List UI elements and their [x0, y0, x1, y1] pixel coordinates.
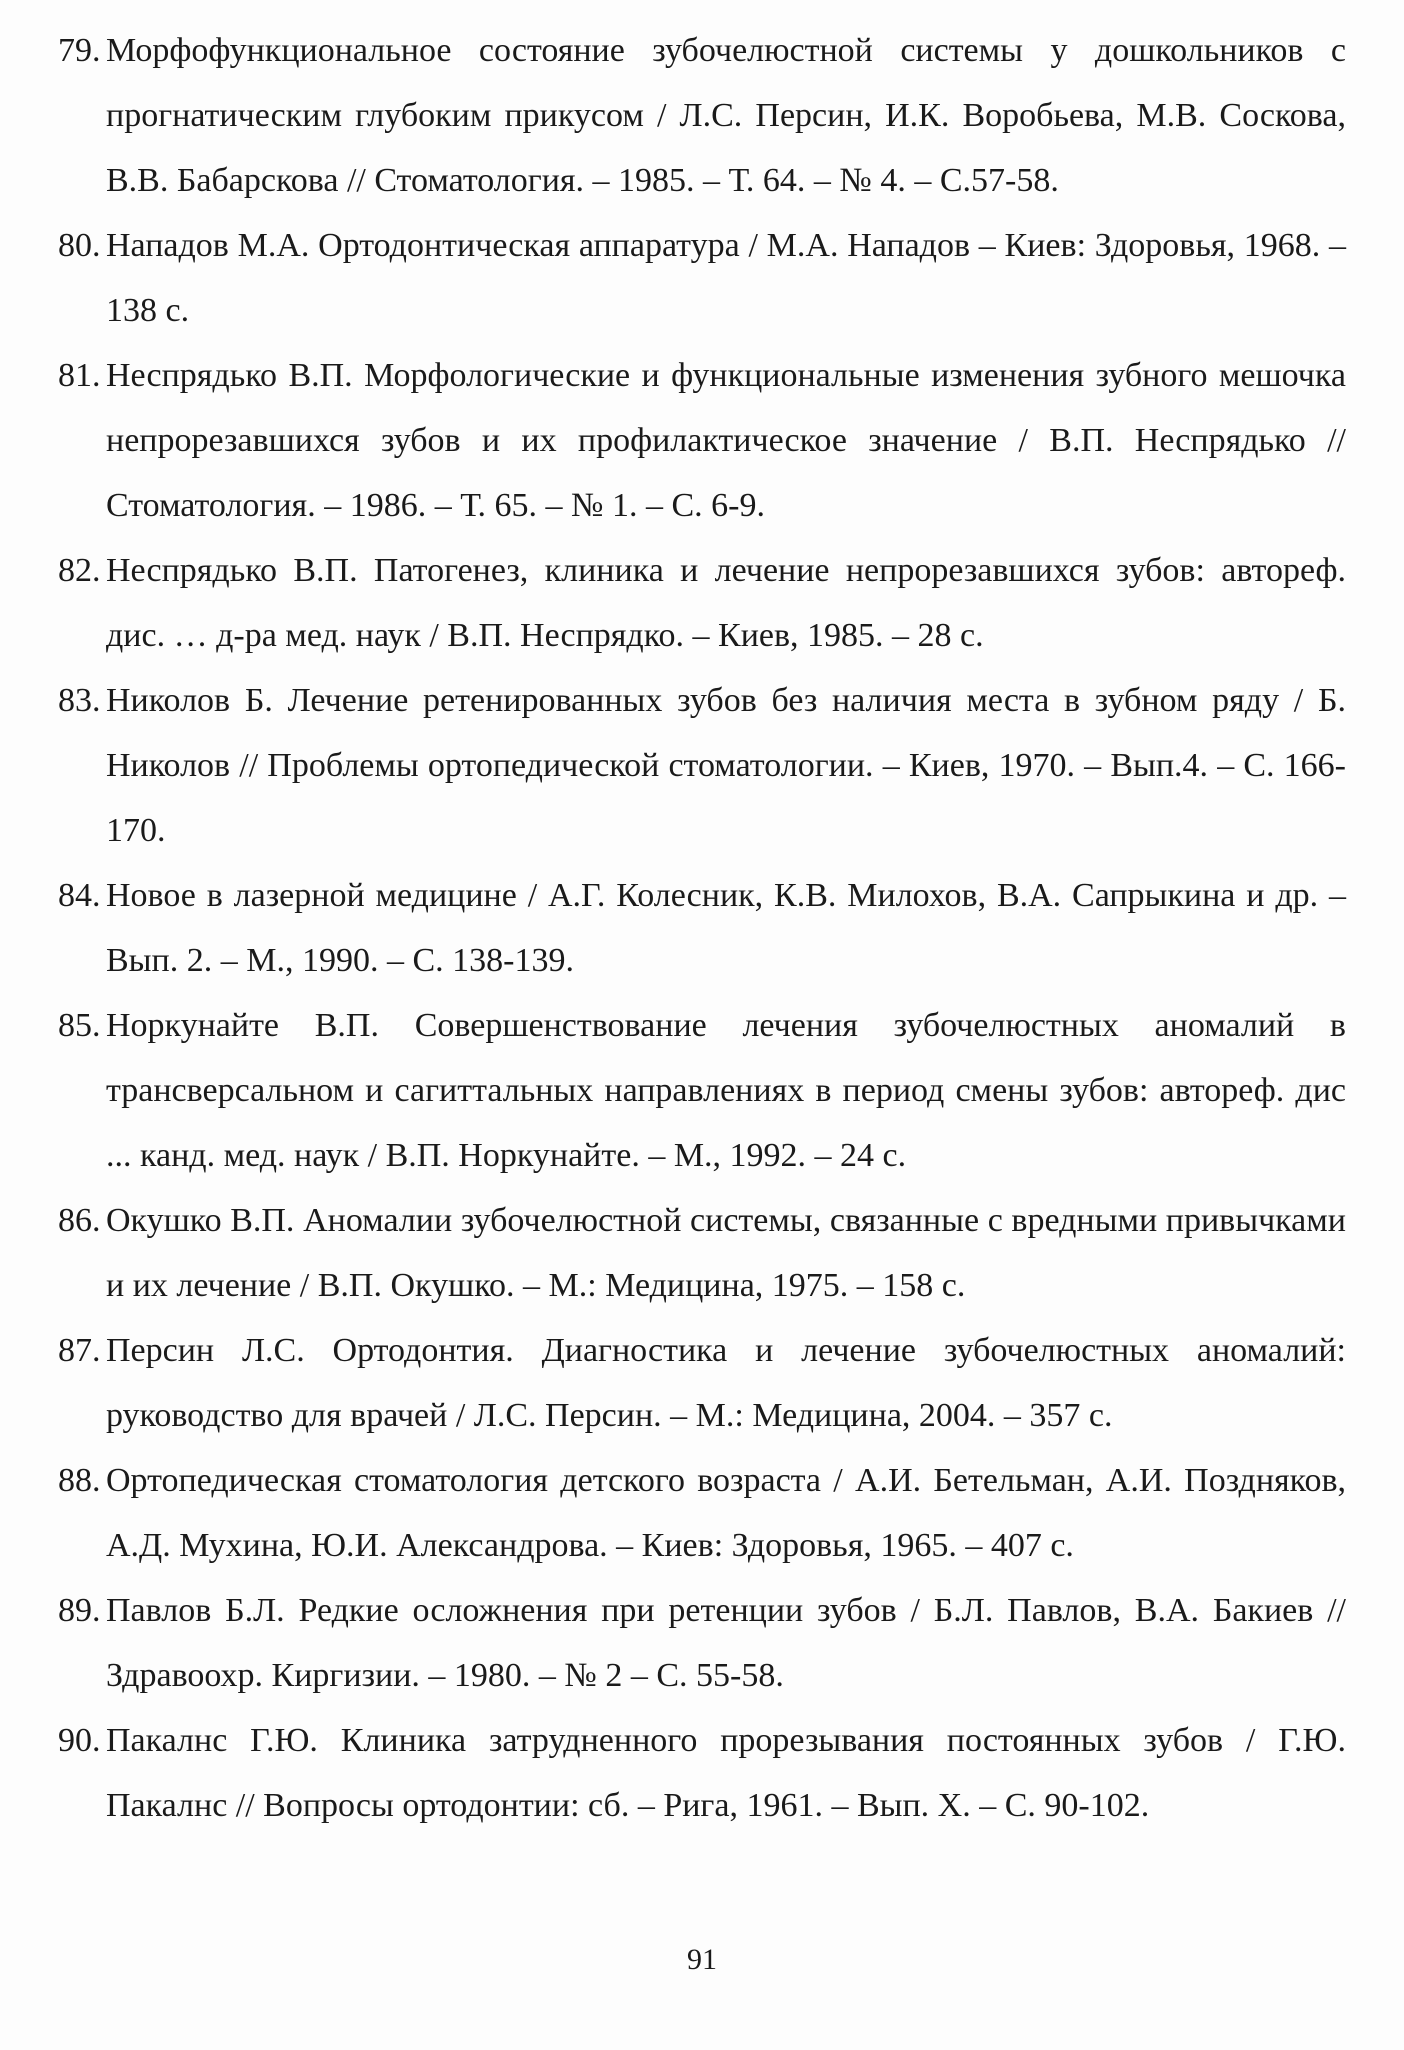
reference-item: [58, 863, 1346, 993]
reference-number: 90.: [58, 1722, 101, 1759]
reference-number: 79.: [58, 32, 101, 69]
reference-number: 86.: [58, 1202, 101, 1239]
reference-item: [58, 343, 1346, 538]
reference-text: Пакалнс Г.Ю. Клиника затрудненного прорезывания постоянных зубов / Г.Ю. Пакалнс // Вопросы ортодонтии: сб. – Рига, 1961. – Вып. X. – С. 90-102.: [106, 1722, 1346, 1824]
reference-number: 85.: [58, 1007, 101, 1044]
reference-item: [58, 538, 1346, 668]
reference-number: 80.: [58, 227, 101, 264]
reference-text: Норкунайте В.П. Совершенствование лечения зубочелюстных аномалий в трансверсальном и сагиттальных направлениях в период смены зубов: автореф. дис ... канд. мед. наук / В.П. Норкунайте. – М., 1992. – 24 с.: [106, 1007, 1346, 1174]
reference-text: Неспрядько В.П. Морфологические и функциональные изменения зубного мешочка непрорезавшихся зубов и их профилактическое значение / В.П. Неспрядько // Стоматология. – 1986. – Т. 65. – № 1. – С. 6-9.: [106, 357, 1346, 524]
reference-text: Окушко В.П. Аномалии зубочелюстной системы, связанные с вредными привычками и их лечение / В.П. Окушко. – М.: Медицина, 1975. – 158 с.: [106, 1202, 1346, 1304]
reference-item: [58, 993, 1346, 1188]
reference-number: 87.: [58, 1332, 101, 1369]
reference-item: [58, 213, 1346, 343]
reference-item: [58, 1578, 1346, 1708]
reference-text: Морфофункциональное состояние зубочелюстной системы у дошкольников с прогнатическим глубоким прикусом / Л.С. Персин, И.К. Воробьева, М.В. Соскова, В.В. Бабарскова // Стоматология. – 1985. – Т. 64. – № 4. – С.57-58.: [106, 32, 1346, 199]
reference-item: [58, 1318, 1346, 1448]
reference-number: 81.: [58, 357, 101, 394]
reference-item: [58, 1708, 1346, 1838]
reference-item: [58, 668, 1346, 863]
reference-number: 84.: [58, 877, 101, 914]
reference-text: Нападов М.А. Ортодонтическая аппаратура / М.А. Нападов – Киев: Здоровья, 1968. – 138 с.: [106, 227, 1346, 329]
reference-number: 82.: [58, 552, 101, 589]
reference-number: 83.: [58, 682, 101, 719]
reference-text: Павлов Б.Л. Редкие осложнения при ретенции зубов / Б.Л. Павлов, В.А. Бакиев // Здравоохр. Киргизии. – 1980. – № 2 – С. 55-58.: [106, 1592, 1346, 1694]
reference-item: [58, 1188, 1346, 1318]
page-number: 91: [687, 1943, 717, 1976]
reference-number: 88.: [58, 1462, 101, 1499]
reference-item: [58, 1448, 1346, 1578]
reference-text: Ортопедическая стоматология детского возраста / А.И. Бетельман, А.И. Поздняков, А.Д. Мухина, Ю.И. Александрова. – Киев: Здоровья, 1965. – 407 с.: [106, 1462, 1346, 1564]
reference-number: 89.: [58, 1592, 101, 1629]
reference-item: [58, 18, 1346, 213]
reference-text: Персин Л.С. Ортодонтия. Диагностика и лечение зубочелюстных аномалий: руководство для врачей / Л.С. Персин. – М.: Медицина, 2004. – 357 с.: [106, 1332, 1346, 1434]
reference-text: Новое в лазерной медицине / А.Г. Колесник, К.В. Милохов, В.А. Сапрыкина и др. – Вып. 2. – М., 1990. – С. 138-139.: [106, 877, 1346, 979]
reference-list: [58, 18, 1346, 1838]
reference-text: Неспрядько В.П. Патогенез, клиника и лечение непрорезавшихся зубов: автореф. дис. … д-ра мед. наук / В.П. Неспрядко. – Киев, 1985. – 28 с.: [106, 552, 1346, 654]
reference-text: Николов Б. Лечение ретенированных зубов без наличия места в зубном ряду / Б. Николов // Проблемы ортопедической стоматологии. – Киев, 1970. – Вып.4. – С. 166-170.: [106, 682, 1346, 849]
